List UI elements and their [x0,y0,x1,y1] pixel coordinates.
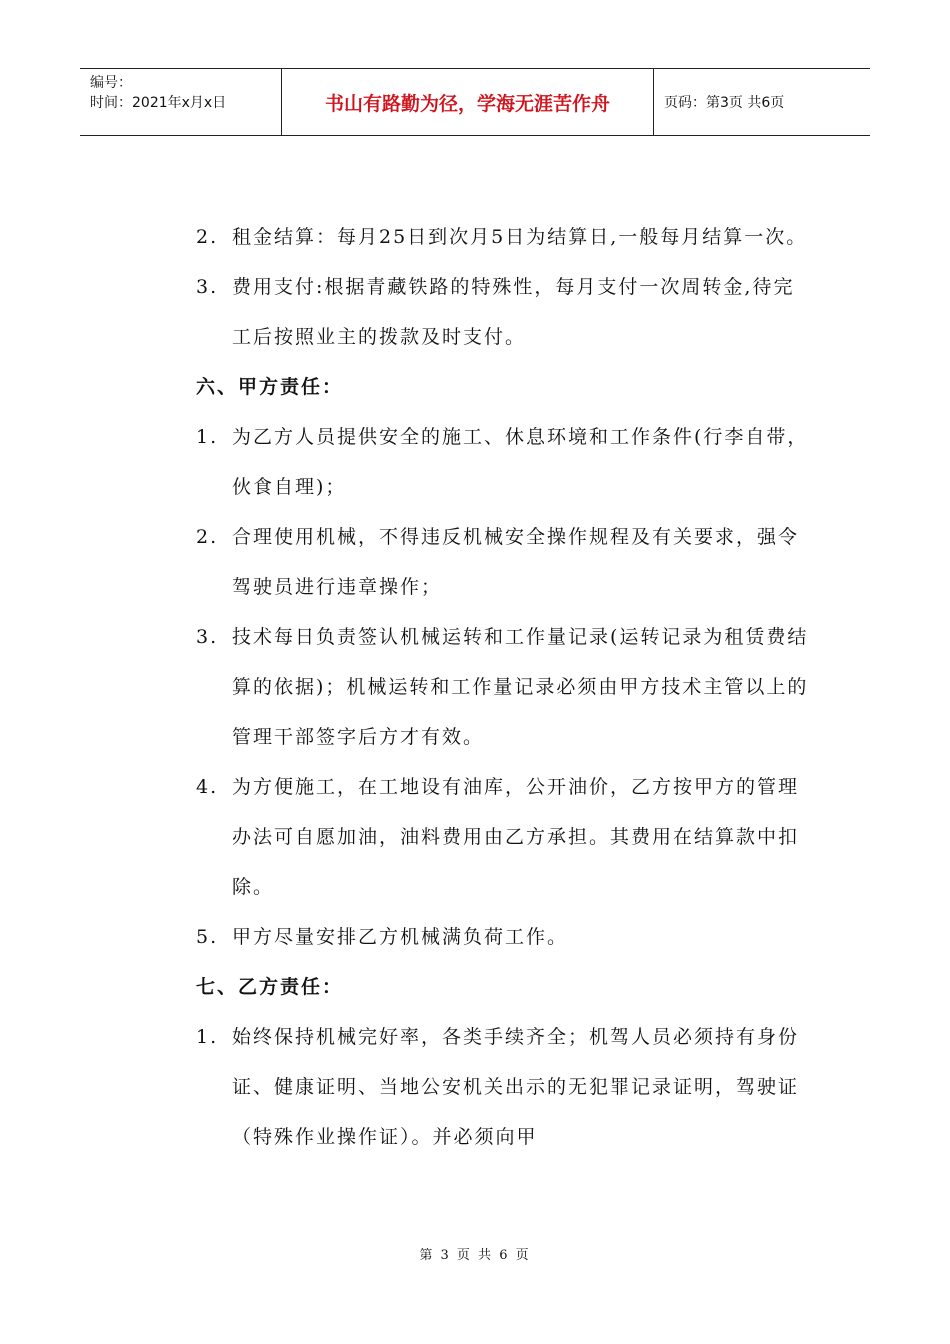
list-item-number: 5. [196,926,219,948]
document-number: 编号： [90,75,132,91]
list-item-text: 为乙方人员提供安全的施工、休息环境和工作条件(行李自带，伙食自理)； [232,426,809,498]
section-heading: 六、甲方责任： [196,376,344,398]
list-item [196,762,810,912]
list-item-text: 为方便施工，在工地设有油库，公开油价，乙方按甲方的管理办法可自愿加油，油料费用由乙方承担。其费用在结算款中扣除。 [232,776,800,898]
header-meta [80,69,282,135]
list-item-text: 始终保持机械完好率，各类手续齐全；机驾人员必须持有身份证、健康证明、当地公安机关出示的无犯罪记录证明，驾驶证（特殊作业操作证）。并必须向甲 [232,1026,800,1148]
section-heading: 七、乙方责任： [196,976,344,998]
list-item-text: 甲方尽量安排乙方机械满负荷工作。 [232,926,569,948]
list-item [196,412,810,512]
list-item-text: 合理使用机械，不得违反机械安全操作规程及有关要求，强令驾驶员进行违章操作； [232,526,800,598]
list-item [196,512,810,612]
list-item-text: 租金结算：每月25日到次月5日为结算日,一般每月结算一次。 [232,226,808,248]
list-item-number: 2. [196,226,219,248]
list-item [196,1012,810,1162]
list-item-number: 1. [196,426,219,448]
list-item [196,612,810,762]
list-item [196,912,810,962]
list-item-text: 费用支付:根据青藏铁路的特殊性，每月支付一次周转金,待完工后按照业主的拨款及时支付。 [232,276,795,348]
header-page-info: 页码：第3页 共6页 [664,95,785,111]
header-motto: 书山有路勤为径，学海无涯苦作舟 [282,69,654,135]
page-footer: 第 3 页 共 6 页 [419,1248,531,1263]
list-item-number: 3. [196,276,219,298]
list-item-number: 4. [196,776,219,798]
document-date: 时间：2021年x月x日 [90,95,227,111]
page-header [80,68,870,136]
list-item-number: 1. [196,1026,219,1048]
list-item [196,262,810,362]
list-item-text: 技术每日负责签认机械运转和工作量记录(运转记录为租赁费结算的依据)；机械运转和工作量记录必须由甲方技术主管以上的管理干部签字后方才有效。 [232,626,809,748]
list-item-number: 3. [196,626,219,648]
list-item [196,212,810,262]
document-body [196,212,810,1162]
list-item-number: 2. [196,526,219,548]
